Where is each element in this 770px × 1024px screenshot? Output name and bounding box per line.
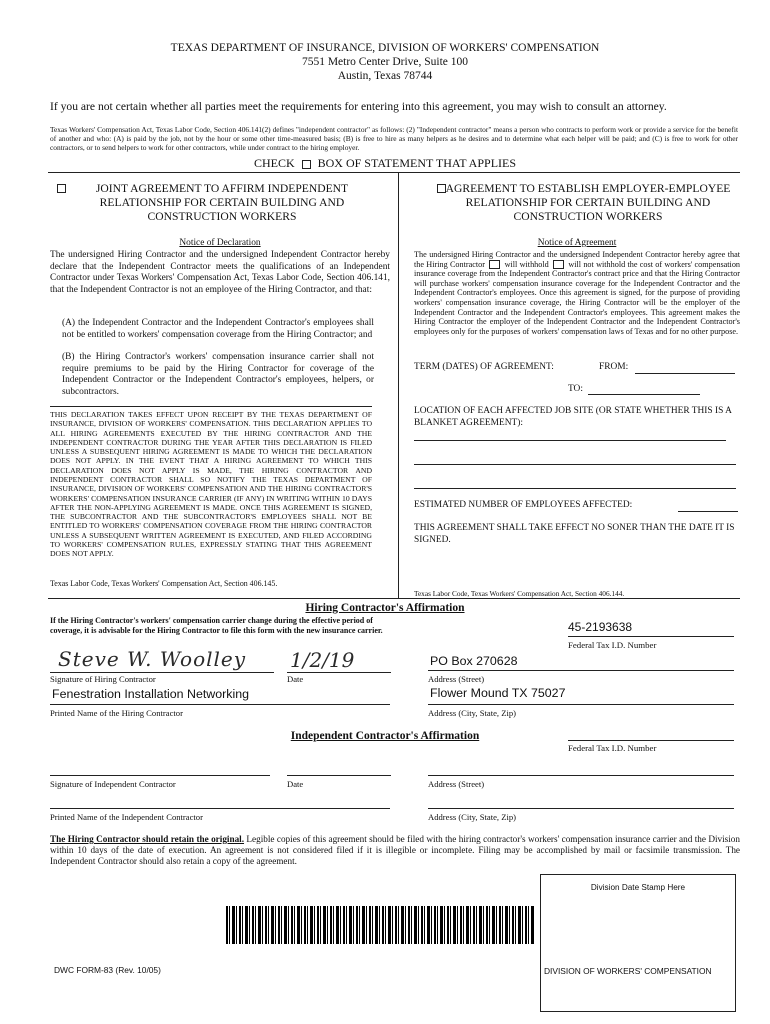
agreement-body: compensation insurance coverage from the Independent Contractor's contract price and that the Hiring Contractor will purchase workers' compensation insurance coverage for the Independent Contractor and the Independent Contractor's employees. Once this agreement is signed, for the purpose of providing workers' compensation insurance coverage, the Hiring Contractor will be the employer of the Independent Contractor and the Independent Contractor's employees. This agreement makes the Hiring Contractor the employer of the Independent Contractor and the Independent Contractor's employees only for the purposes of workers' compensation laws of Texas and for no other purpose.: [414, 259, 741, 336]
hiring-date-line: [287, 672, 391, 673]
division-date-stamp-box: [540, 874, 736, 1012]
hiring-address-line: [428, 670, 734, 671]
form-id: DWC FORM-83 (Rev. 10/05): [54, 965, 161, 975]
column-divider: [398, 172, 399, 598]
hiring-date-label: Date: [287, 674, 304, 684]
header-city: Austin, Texas 78744: [337, 70, 433, 82]
hiring-signature: Steve W. Woolley: [58, 647, 247, 671]
independent-address-label: Address (Street): [428, 779, 485, 789]
hiring-signature-date: 1/2/19: [290, 648, 355, 672]
notice-agreement-title: Notice of Agreement: [537, 238, 617, 248]
independent-city-label: Address (City, State, Zip): [428, 812, 516, 822]
effect-label: THIS AGREEMENT SHALL TAKE EFFECT NO SONER THAN THE DATE IT IS SIGNED.: [414, 523, 735, 545]
withhold-label: will withhold: [504, 259, 549, 269]
independent-name-label: Printed Name of the Independent Contractor: [50, 812, 203, 822]
location-field-2[interactable]: [414, 464, 736, 465]
date-stamp-label: Division Date Stamp Here: [590, 883, 686, 892]
barcode-icon: [226, 906, 534, 944]
hiring-name-line: [50, 704, 390, 705]
independent-section-title: Independent Contractor's Affirmation: [290, 730, 480, 742]
item-b-text: (B) the Hiring Contractor's workers' compensation insurance carrier shall not require premiums to be paid by the Hiring Contractor for coverage of the Independent Contractor or the Independent Contractor's employees, helpers, or subcontractors.: [62, 352, 374, 397]
division-name: DIVISION OF WORKERS' COMPENSATION: [544, 966, 712, 976]
agreement-text: [414, 250, 740, 336]
independent-address-field[interactable]: [428, 775, 734, 776]
hiring-signature-label: Signature of Hiring Contractor: [50, 674, 156, 684]
check-label: CHECK: [253, 156, 295, 170]
independent-city-field[interactable]: [428, 808, 734, 809]
definition-text: Texas Workers' Compensation Act, Texas Labor Code, Section 406.141(2) defines "independent contractor" as follows: (2) "Independent contractor" means a person who contracts to perform work or provide a service for the benefit of another and who: (A) is paid by the job, not by the hour or some other time-measured basis; (B) is free to hire as many helpers as he desires and to determine what each helper will be paid; and (C) is free to work for other contractors, or to send helpers to work for other contractors, while under contract to the hiring employer.: [50, 125, 738, 153]
hiring-signature-line: [50, 672, 274, 673]
hiring-tax-id-label: Federal Tax I.D. Number: [568, 640, 657, 650]
independent-tax-id-field[interactable]: [568, 740, 734, 741]
declaration-text: THIS DECLARATION TAKES EFFECT UPON RECEIPT BY THE TEXAS DEPARTMENT OF INSURANCE, DIVISION OF WORKERS' COMPENSATION. THIS DECLARATION APPLIES TO ALL HIRING AGREEMENTS EXECUTED BY THE HIRING CONTRACTOR AND THE INDEPENDENT CONTRACTOR DURING THE YEAR AFTER THIS DECLARATION IS FILED UNLESS A SUBSEQUENT HIRING AGREEMENT IS MADE TO WHICH THE DECLARATION DOES NOT APPLY. IN THE EVENT THAT A HIRING AGREEMENT TO WHICH THIS DECLARATION DOES NOT APPLY IS MADE, THE HIRING CONTRACTOR AND INDEPENDENT CONTRACTOR SHALL SO NOTIFY THE TEXAS DEPARTMENT OF INSURANCE, DIVISION OF WORKERS' COMPENSATION AND THE HIRING CONTRACTOR'S WORKERS' COMPENSATION INSURANCE CARRIER (IF ANY) IN WRITING WITHIN 10 DAYS AFTER THE NON-APPLYING AGREEMENT IS MADE. ONCE THIS AGREEMENT IS SIGNED, THE SUBCONTRACTOR AND THE SUBCONTRACTOR'S EMPLOYEES SHALL NOT BE ENTITLED TO WORKERS' COMPENSATION COVERAGE FROM THE HIRING CONTRACTOR UNLESS A SUBSEQUENT WRITTEN AGREEMENT IS EXECUTED, AND FILED ACCORDING TO WORKERS' COMPENSATION RULES, EXPRESSLY STATING THAT THIS AGREEMENT DOES NOT APPLY.: [50, 410, 372, 559]
location-label: LOCATION OF EACH AFFECTED JOB SITE (OR STATE WHETHER THIS IS A BLANKET AGREEMENT):: [414, 406, 732, 428]
hiring-address-value: PO Box 270628: [430, 654, 518, 668]
filing-text: Legible copies of this agreement should be filed with the hiring contractor's workers' compensation insurance carrier and the Division within 10 days of the date of execution. An agreement is not considered filed if it is illegible or incomplete. Filing may be accomplished by mail or facsimile transmission. The Independent Contractor should also retain a copy of the agreement.: [50, 834, 740, 867]
hiring-carrier-note: If the Hiring Contractor's workers' compensation carrier change during the effective period of coverage, it is advisable for the Hiring Contractor to file this form with the new insurance carrier.: [50, 616, 383, 635]
independent-date-field[interactable]: [287, 775, 391, 776]
hiring-city-label: Address (City, State, Zip): [428, 708, 516, 718]
header-agency: TEXAS DEPARTMENT OF INSURANCE, DIVISION OF WORKERS' COMPENSATION: [170, 42, 600, 54]
independent-date-label: Date: [287, 779, 304, 789]
independent-name-field[interactable]: [50, 808, 390, 809]
withhold-checkbox[interactable]: [489, 260, 500, 269]
hiring-city-value: Flower Mound TX 75027: [430, 686, 566, 700]
hiring-tax-id-line: [568, 636, 734, 637]
hiring-section-title: Hiring Contractor's Affirmation: [305, 602, 465, 614]
right-citation: Texas Labor Code, Texas Workers' Compensation Act, Section 406.144.: [414, 589, 625, 598]
employees-field[interactable]: [678, 511, 738, 512]
check-header: [0, 156, 770, 170]
agreement-intro: The undersigned Hiring Contractor and the undersigned Independent Contractor hereby agree that the Hiring Contractor: [414, 250, 740, 269]
to-date-field[interactable]: [588, 394, 700, 395]
notice-declaration-text: The undersigned Hiring Contractor and the undersigned Independent Contractor hereby declare that the Independent Contractor meets the qualifications of an Independent Contractor under Texas Workers' Compensation Act, Texas Labor Code, Section 406.141, that the Independent Contractor is not an employee of the Hiring Contractor, and that:: [50, 250, 390, 295]
from-label: FROM:: [599, 362, 629, 372]
independent-signature-field[interactable]: [50, 775, 270, 776]
form-header: [0, 41, 770, 83]
hiring-name-value: Fenestration Installation Networking: [52, 687, 249, 701]
declaration-separator: [50, 406, 372, 407]
independent-tax-id-label: Federal Tax I.D. Number: [568, 743, 657, 753]
not-withhold-checkbox[interactable]: [553, 260, 564, 269]
location-field-1[interactable]: [414, 440, 726, 441]
term-label: TERM (DATES) OF AGREEMENT:: [414, 362, 554, 372]
to-label: TO:: [568, 384, 583, 394]
sample-checkbox-icon: [302, 160, 311, 169]
attorney-warning: If you are not certain whether all parties meet the requirements for entering into this agreement, you may wish to consult an attorney.: [50, 100, 667, 113]
left-title: JOINT AGREEMENT TO AFFIRM INDEPENDENT RELATIONSHIP FOR CERTAIN BUILDING AND CONSTRUCTION WORKERS: [95, 182, 349, 223]
right-title: AGREEMENT TO ESTABLISH EMPLOYER-EMPLOYEE RELATIONSHIP FOR CERTAIN BUILDING AND CONSTRUCTION WORKERS: [445, 182, 731, 223]
header-street: 7551 Metro Center Drive, Suite 100: [301, 56, 469, 68]
hiring-city-line: [428, 704, 734, 705]
hiring-tax-id-value: 45-2193638: [568, 620, 633, 634]
not-withhold-label: will not withhold the cost of workers': [568, 259, 693, 269]
filing-instructions: [50, 834, 740, 868]
location-field-3[interactable]: [414, 488, 736, 489]
from-date-field[interactable]: [635, 373, 735, 374]
employees-label: ESTIMATED NUMBER OF EMPLOYEES AFFECTED:: [414, 500, 633, 510]
check-label-rest: BOX OF STATEMENT THAT APPLIES: [317, 156, 517, 170]
retain-original-note: The Hiring Contractor should retain the original.: [50, 834, 245, 844]
notice-declaration-title: Notice of Declaration: [179, 238, 261, 248]
left-citation: Texas Labor Code, Texas Workers' Compensation Act, Section 406.145.: [50, 579, 278, 588]
hiring-address-label: Address (Street): [428, 674, 485, 684]
hiring-name-label: Printed Name of the Hiring Contractor: [50, 708, 183, 718]
independent-signature-label: Signature of Independent Contractor: [50, 779, 176, 789]
box-top-border: [48, 172, 740, 173]
box-bottom-border: [48, 598, 740, 599]
item-a-text: (A) the Independent Contractor and the Independent Contractor's employees shall not be entitled to workers' compensation coverage from the Hiring Contractor; and: [62, 318, 374, 340]
